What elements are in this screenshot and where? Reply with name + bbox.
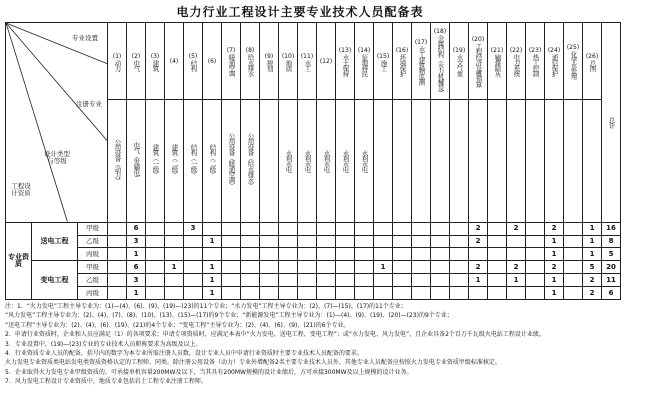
staff-count-cell bbox=[298, 274, 317, 287]
staff-count-cell bbox=[488, 274, 507, 287]
reg-head: 建筑（二级） bbox=[165, 100, 184, 222]
staff-count-cell bbox=[355, 248, 374, 261]
staff-count-cell: 1 bbox=[583, 248, 602, 261]
group-name: 变电工程 bbox=[32, 261, 78, 300]
staff-count-cell bbox=[203, 248, 222, 261]
staff-count-cell bbox=[260, 261, 279, 274]
staff-count-cell bbox=[108, 274, 127, 287]
staff-count-cell bbox=[222, 235, 241, 248]
staff-count-cell bbox=[393, 235, 412, 248]
staff-count-cell bbox=[108, 222, 127, 235]
staff-count-cell bbox=[336, 274, 355, 287]
staff-count-cell bbox=[241, 287, 260, 300]
staff-count-cell bbox=[450, 274, 469, 287]
staff-count-cell bbox=[146, 222, 165, 235]
staff-count-cell bbox=[412, 248, 431, 261]
grade-label: 丙级 bbox=[78, 248, 108, 261]
staff-count-cell: 6 bbox=[127, 222, 146, 235]
staff-count-cell bbox=[393, 248, 412, 261]
staff-count-cell bbox=[203, 222, 222, 235]
staff-count-cell bbox=[184, 248, 203, 261]
grade-label: 乙级 bbox=[78, 274, 108, 287]
reg-head bbox=[469, 100, 488, 222]
staff-count-cell: 1 bbox=[203, 235, 222, 248]
row-total: 6 bbox=[602, 287, 621, 300]
note-line: 2．申请行业资质时，企业和人员应满足（1）的各项要求；申请专项资质时，应满足本表中“火力发电、送电工程、变电工程”；或“水力发电、风力发电”，且企业具备2个百万千瓦级火电站工程设计业绩。 bbox=[5, 331, 545, 339]
staff-count-cell bbox=[260, 287, 279, 300]
staff-count-cell bbox=[564, 287, 583, 300]
staff-count-cell bbox=[222, 287, 241, 300]
staff-count-cell bbox=[260, 235, 279, 248]
staff-count-cell bbox=[488, 222, 507, 235]
staff-count-cell bbox=[488, 287, 507, 300]
note-line: 7．风力发电工程设计专业资质中，地质专业包括岩土工程专业注册工程师。 bbox=[5, 378, 207, 386]
staff-count-cell: 3 bbox=[127, 235, 146, 248]
staff-count-cell bbox=[393, 287, 412, 300]
staff-count-cell bbox=[564, 222, 583, 235]
staff-count-cell bbox=[146, 261, 165, 274]
staff-count-cell bbox=[184, 235, 203, 248]
staff-count-cell bbox=[469, 287, 488, 300]
staff-count-cell bbox=[526, 287, 545, 300]
note-line: 火力发电专业资质类电站发电类资质资格认定的工程师、同类。除注册公用设备（动力）专业外增配备2名主要专业技术人员外，其他专业人员配备应按照火力发电专业资质甲级标准核定。 bbox=[5, 359, 501, 367]
staff-count-cell: 2 bbox=[583, 274, 602, 287]
reg-head bbox=[393, 100, 412, 222]
grade-label: 丙级 bbox=[78, 287, 108, 300]
staff-count-cell: 3 bbox=[184, 222, 203, 235]
col-head: (23) 热工控制 bbox=[526, 23, 545, 100]
col-head: (14) 征地移民 bbox=[355, 23, 374, 100]
table-row bbox=[6, 235, 669, 248]
staff-count-cell bbox=[336, 235, 355, 248]
col-head: (10) 地质 bbox=[279, 23, 298, 100]
staff-count-cell bbox=[355, 235, 374, 248]
col-head: (25) 化学水处理 bbox=[564, 23, 583, 100]
reg-head bbox=[450, 100, 469, 222]
staff-count-cell bbox=[241, 235, 260, 248]
staff-count-cell bbox=[393, 274, 412, 287]
col-head: (12) bbox=[317, 23, 336, 100]
col-head: (22) 电力系统 bbox=[507, 23, 526, 100]
reg-head: 水利水电 bbox=[317, 100, 336, 222]
col-head: (5) 结构 bbox=[184, 23, 203, 100]
staff-count-cell: 1 bbox=[203, 261, 222, 274]
reg-head: 水利水电 bbox=[336, 100, 355, 222]
col-head: (8) 给水排水 bbox=[241, 23, 260, 100]
col-head: (9) 规划 bbox=[260, 23, 279, 100]
footnotes bbox=[5, 302, 595, 398]
staff-count-cell bbox=[374, 274, 393, 287]
staff-count-cell bbox=[184, 261, 203, 274]
staff-count-cell bbox=[317, 222, 336, 235]
staff-count-cell: 2 bbox=[545, 222, 564, 235]
staff-count-cell bbox=[241, 248, 260, 261]
grade-label: 甲级 bbox=[78, 222, 108, 235]
staff-count-cell bbox=[374, 287, 393, 300]
reg-head bbox=[526, 100, 545, 222]
staff-count-cell: 1 bbox=[203, 287, 222, 300]
staff-count-cell bbox=[108, 248, 127, 261]
staff-count-cell bbox=[298, 261, 317, 274]
staff-count-cell: 2 bbox=[469, 261, 488, 274]
reg-head bbox=[488, 100, 507, 222]
staff-count-cell bbox=[260, 274, 279, 287]
col-head: (19) 水文气象 bbox=[450, 23, 469, 100]
registered-specialty-label: 注册专业 bbox=[76, 100, 102, 108]
reg-head bbox=[260, 100, 279, 222]
staff-count-cell bbox=[431, 287, 450, 300]
staff-count-cell bbox=[450, 248, 469, 261]
staff-count-cell bbox=[431, 261, 450, 274]
staff-count-cell bbox=[279, 222, 298, 235]
col-head: (11) 水工 bbox=[298, 23, 317, 100]
staff-count-cell bbox=[355, 287, 374, 300]
staff-count-cell bbox=[279, 261, 298, 274]
note-line: 注：1．“火力发电”工程主导专业为：(1)—(4)、(6)、(9)、(19)—(23)的11个专业；“水力发电”工程主导专业为：(2)、(7)—(15)、(17)的11个专业； bbox=[5, 303, 407, 310]
note-line: 3．专业设置中，(19)—(23)专业的专业技术人员职称要求为高级及以上。 bbox=[5, 340, 202, 348]
staff-count-cell: 1 bbox=[165, 261, 184, 274]
reg-head bbox=[564, 100, 583, 222]
reg-head bbox=[583, 100, 602, 222]
reg-head bbox=[545, 100, 564, 222]
staff-count-cell: 1 bbox=[545, 235, 564, 248]
staff-count-cell: 1 bbox=[545, 248, 564, 261]
staff-count-cell: 2 bbox=[507, 222, 526, 235]
staff-count-cell bbox=[279, 287, 298, 300]
staff-count-cell bbox=[146, 287, 165, 300]
staff-count-cell bbox=[374, 235, 393, 248]
staff-count-cell bbox=[450, 261, 469, 274]
staff-count-cell bbox=[564, 248, 583, 261]
staff-count-cell: 1 bbox=[545, 274, 564, 287]
col-head: (2) 电气 bbox=[127, 23, 146, 100]
staff-count-cell bbox=[336, 222, 355, 235]
staff-count-cell bbox=[450, 222, 469, 235]
col-head: (1) 动力 bbox=[108, 23, 127, 100]
header-corner bbox=[6, 23, 108, 223]
staff-count-cell bbox=[526, 235, 545, 248]
row-total: 5 bbox=[602, 248, 621, 261]
table-row bbox=[6, 274, 669, 287]
col-head: (21) 输煤除灰 bbox=[488, 23, 507, 100]
staff-count-cell bbox=[526, 261, 545, 274]
staff-count-cell bbox=[108, 235, 127, 248]
staff-count-cell bbox=[222, 222, 241, 235]
staff-count-cell bbox=[317, 274, 336, 287]
staff-count-cell bbox=[431, 248, 450, 261]
note-line: “送电工程”主导专业为：(2)、(4)、(6)、(19)、(21)的4个专业；“变电工程”主导专业为：(2)、(4)、(6)、(9)、(21)的6个专业。 bbox=[5, 321, 350, 329]
reg-head bbox=[412, 100, 431, 222]
staff-count-cell: 6 bbox=[127, 261, 146, 274]
staff-count-cell bbox=[526, 248, 545, 261]
staff-count-cell bbox=[564, 274, 583, 287]
staff-count-cell: 1 bbox=[127, 287, 146, 300]
staff-count-cell bbox=[165, 274, 184, 287]
col-head: (6) bbox=[203, 23, 222, 100]
staff-count-cell: 1 bbox=[469, 274, 488, 287]
staff-count-cell bbox=[374, 222, 393, 235]
staff-count-cell: 1 bbox=[545, 287, 564, 300]
staff-count-cell bbox=[393, 261, 412, 274]
staff-count-cell bbox=[374, 248, 393, 261]
staff-count-cell bbox=[260, 248, 279, 261]
note-line: 5．企业取得火力发电专业甲级资质的，可承接单机容量200MW及以下，当其具有200MW规模的设计业绩后，方可承接300MW及以上规模的设计业务。 bbox=[5, 368, 413, 376]
staff-count-cell bbox=[241, 261, 260, 274]
staff-count-cell bbox=[336, 287, 355, 300]
col-head: (16) 环境保护 bbox=[393, 23, 412, 100]
staff-count-cell bbox=[564, 261, 583, 274]
staff-count-cell bbox=[146, 248, 165, 261]
staff-count-cell bbox=[317, 235, 336, 248]
reg-head: 建筑（一级） bbox=[146, 100, 165, 222]
staff-count-cell: 1 bbox=[127, 248, 146, 261]
staff-count-cell bbox=[279, 235, 298, 248]
staff-count-cell bbox=[184, 287, 203, 300]
staff-count-cell bbox=[488, 261, 507, 274]
reg-head: 水利水电 bbox=[279, 100, 298, 222]
reg-head: 公用设备（动力） bbox=[108, 100, 127, 222]
group-name: 送电工程 bbox=[32, 222, 78, 261]
staff-count-cell bbox=[450, 287, 469, 300]
staff-count-cell bbox=[526, 274, 545, 287]
col-head: (17) 水工建筑物监测 bbox=[412, 23, 431, 100]
reg-head: 结构（二级） bbox=[203, 100, 222, 222]
staff-count-cell bbox=[393, 222, 412, 235]
staff-count-cell bbox=[165, 222, 184, 235]
grade-label: 甲级 bbox=[78, 261, 108, 274]
col-head: (18) 金属结构（水力机械及） bbox=[431, 23, 450, 100]
table-row bbox=[6, 287, 669, 300]
staff-count-cell bbox=[317, 287, 336, 300]
table-row bbox=[6, 261, 669, 274]
staff-count-cell bbox=[165, 235, 184, 248]
staff-count-cell bbox=[412, 235, 431, 248]
staff-count-cell bbox=[431, 235, 450, 248]
staff-count-cell bbox=[412, 287, 431, 300]
col-head: (26) 总图 bbox=[583, 23, 602, 100]
staff-count-cell: 1 bbox=[203, 274, 222, 287]
row-total: 11 bbox=[602, 274, 621, 287]
staff-count-cell bbox=[298, 287, 317, 300]
staff-count-cell: 2 bbox=[469, 222, 488, 235]
staff-count-cell bbox=[279, 274, 298, 287]
total-header: 总计 bbox=[602, 23, 621, 223]
design-type-grade-label: 设计类型与等级 bbox=[44, 150, 70, 165]
col-head: (24) 通信保护 bbox=[545, 23, 564, 100]
staff-count-cell bbox=[412, 222, 431, 235]
note-line: 4．行业资质专业人员的配备，括号内的数字为本专业所需注册人员数，设计专业人员中申请行业资质时主要专业技术人员配备的要求。 bbox=[5, 350, 363, 358]
col-head: (7) 暖通空调 bbox=[222, 23, 241, 100]
staff-count-cell bbox=[431, 222, 450, 235]
staff-count-cell bbox=[317, 248, 336, 261]
staff-count-cell bbox=[108, 261, 127, 274]
note-line: “风力发电”工程主导专业为：(2)、(4)、(7)、(8)、(10)、(13)、(15)—(17)的9个专业；“新能源发电”工程主导专业为：(1)—(4)、(9)、(19)、(20)—(23)的9个专业； bbox=[5, 312, 453, 320]
section-label: 专业资质 bbox=[6, 222, 32, 299]
staff-count-cell: 2 bbox=[469, 235, 488, 248]
qualification-label: 工程设计资质 bbox=[11, 182, 31, 197]
staff-count-cell bbox=[146, 274, 165, 287]
reg-head: 电气（发输电） bbox=[127, 100, 146, 222]
staff-count-cell bbox=[260, 222, 279, 235]
staff-count-cell bbox=[469, 248, 488, 261]
staff-count-cell bbox=[317, 261, 336, 274]
staff-count-cell: 1 bbox=[583, 235, 602, 248]
staff-count-cell: 2 bbox=[583, 287, 602, 300]
col-head: (15) 施工 bbox=[374, 23, 393, 100]
staff-count-cell bbox=[165, 248, 184, 261]
staff-count-cell bbox=[279, 248, 298, 261]
staff-count-cell bbox=[488, 235, 507, 248]
staff-count-cell: 3 bbox=[127, 274, 146, 287]
table-row bbox=[6, 222, 669, 235]
staff-count-cell bbox=[108, 287, 127, 300]
reg-head: 水利水电 bbox=[298, 100, 317, 222]
staff-count-cell: 2 bbox=[507, 261, 526, 274]
row-total: 16 bbox=[602, 222, 621, 235]
staff-count-cell bbox=[298, 222, 317, 235]
staffing-table bbox=[5, 22, 669, 300]
staff-count-cell: 2 bbox=[545, 261, 564, 274]
staff-count-cell bbox=[526, 222, 545, 235]
col-head: (4) bbox=[165, 23, 184, 100]
specialty-setting-label: 专业设置 bbox=[72, 34, 98, 42]
row-total: 8 bbox=[602, 235, 621, 248]
staff-count-cell: 1 bbox=[583, 222, 602, 235]
staff-count-cell bbox=[355, 222, 374, 235]
staff-count-cell bbox=[222, 261, 241, 274]
reg-head bbox=[374, 100, 393, 222]
staff-count-cell bbox=[298, 235, 317, 248]
staff-count-cell bbox=[355, 274, 374, 287]
staff-count-cell bbox=[241, 222, 260, 235]
staff-count-cell bbox=[450, 235, 469, 248]
staff-count-cell bbox=[355, 261, 374, 274]
staff-count-cell bbox=[431, 274, 450, 287]
staff-count-cell bbox=[165, 287, 184, 300]
staff-count-cell: 5 bbox=[583, 261, 602, 274]
staff-count-cell bbox=[488, 248, 507, 261]
grade-label: 乙级 bbox=[78, 235, 108, 248]
staff-count-cell bbox=[241, 274, 260, 287]
reg-head: 公用设备（给水排水） bbox=[241, 100, 260, 222]
reg-head: 结构（一级） bbox=[184, 100, 203, 222]
staff-count-cell bbox=[412, 274, 431, 287]
reg-head: 公用设备（暖通空调） bbox=[222, 100, 241, 222]
staff-count-cell: 1 bbox=[374, 261, 393, 274]
staff-count-cell bbox=[336, 261, 355, 274]
staff-count-cell bbox=[336, 248, 355, 261]
col-head: (13) 水土保持 bbox=[336, 23, 355, 100]
reg-head bbox=[507, 100, 526, 222]
staff-count-cell bbox=[507, 248, 526, 261]
col-head: (20) 工程经济及概预算 bbox=[469, 23, 488, 100]
staff-count-cell: 1 bbox=[507, 274, 526, 287]
table-row bbox=[6, 248, 669, 261]
staff-count-cell bbox=[222, 248, 241, 261]
staff-count-cell bbox=[564, 235, 583, 248]
staff-count-cell bbox=[412, 261, 431, 274]
staff-count-cell bbox=[507, 287, 526, 300]
staff-count-cell bbox=[222, 274, 241, 287]
page-title: 电力行业工程设计主要专业技术人员配备表 bbox=[176, 5, 424, 19]
row-total: 20 bbox=[602, 261, 621, 274]
staff-count-cell bbox=[298, 248, 317, 261]
reg-head: 水利水电 bbox=[355, 100, 374, 222]
staff-count-cell bbox=[146, 235, 165, 248]
staff-count-cell bbox=[507, 235, 526, 248]
col-head: (3) 建筑 bbox=[146, 23, 165, 100]
reg-head bbox=[431, 100, 450, 222]
staff-count-cell bbox=[184, 274, 203, 287]
